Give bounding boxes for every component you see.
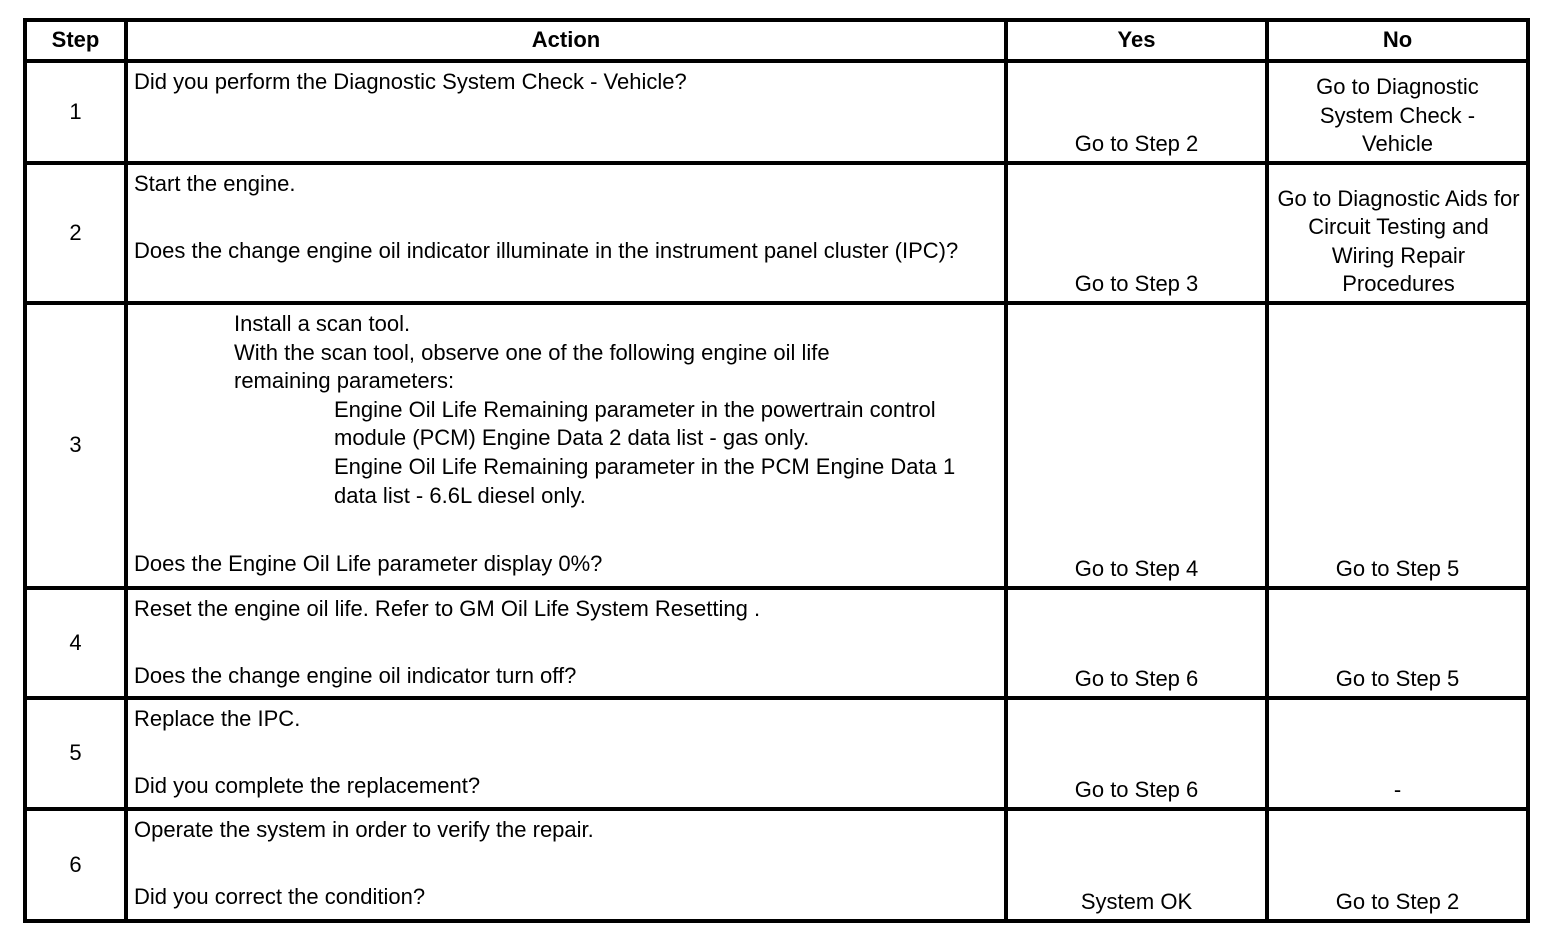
table-row — [25, 303, 1528, 588]
step-number: 2 — [25, 163, 126, 303]
yes-cell: Go to Step 3 — [1006, 163, 1267, 303]
action-question: Does the change engine oil indicator illuminate in the instrument panel cluster (IPC)? — [134, 237, 959, 263]
step-number: 6 — [25, 809, 126, 921]
yes-cell: Go to Step 6 — [1006, 698, 1267, 809]
step-number: 3 — [25, 303, 126, 588]
action-question: Does the Engine Oil Life parameter display 0%? — [134, 551, 603, 577]
yes-cell: Go to Step 2 — [1006, 61, 1267, 163]
no-cell: Go to Diagnostic Aids for Circuit Testing and Wiring Repair Procedures — [1267, 163, 1528, 303]
yes-cell: Go to Step 4 — [1006, 303, 1267, 588]
no-cell: Go to Step 5 — [1267, 588, 1528, 698]
action-cell — [126, 163, 1006, 303]
action-cell — [126, 809, 1006, 921]
action-instruction: Reset the engine oil life. Refer to GM Oil Life System Resetting . — [134, 596, 761, 621]
no-cell: Go to Step 2 — [1267, 809, 1528, 921]
action-question: Did you perform the Diagnostic System Check - Vehicle? — [134, 69, 687, 94]
action-cell — [126, 303, 1006, 588]
header-row — [25, 20, 1528, 61]
action-sub-item: Engine Oil Life Remaining parameter in the powertrain control module (PCM) Engine Data 2 data list - gas only. — [334, 396, 936, 451]
header-yes: Yes — [1006, 20, 1267, 61]
diagnostic-table — [23, 18, 1530, 923]
header-no: No — [1267, 20, 1528, 61]
header-step: Step — [25, 20, 126, 61]
table-row — [25, 61, 1528, 163]
action-instruction: Start the engine. — [134, 171, 296, 196]
table-row — [25, 698, 1528, 809]
action-instruction: Operate the system in order to verify the repair. — [134, 817, 594, 842]
action-question: Did you correct the condition? — [134, 883, 426, 909]
action-cell — [126, 61, 1006, 163]
action-instruction: With the scan tool, observe one of the following engine oil life remaining parameters: — [234, 339, 830, 394]
table-row — [25, 809, 1528, 921]
action-instruction: Replace the IPC. — [134, 706, 301, 731]
no-cell: Go to Step 5 — [1267, 303, 1528, 588]
action-instruction: Install a scan tool. — [234, 311, 411, 336]
action-cell — [126, 698, 1006, 809]
table-row — [25, 163, 1528, 303]
header-action: Action — [126, 20, 1006, 61]
no-cell: Go to Diagnostic System Check - Vehicle — [1267, 61, 1528, 163]
action-question: Does the change engine oil indicator turn off? — [134, 662, 577, 688]
step-number: 1 — [25, 61, 126, 163]
table-row — [25, 588, 1528, 698]
action-cell — [126, 588, 1006, 698]
step-number: 5 — [25, 698, 126, 809]
action-question: Did you complete the replacement? — [134, 772, 481, 798]
no-cell: - — [1267, 698, 1528, 809]
action-sub-item: Engine Oil Life Remaining parameter in the PCM Engine Data 1 data list - 6.6L diesel only. — [334, 453, 956, 508]
yes-cell: Go to Step 6 — [1006, 588, 1267, 698]
step-number: 4 — [25, 588, 126, 698]
yes-cell: System OK — [1006, 809, 1267, 921]
